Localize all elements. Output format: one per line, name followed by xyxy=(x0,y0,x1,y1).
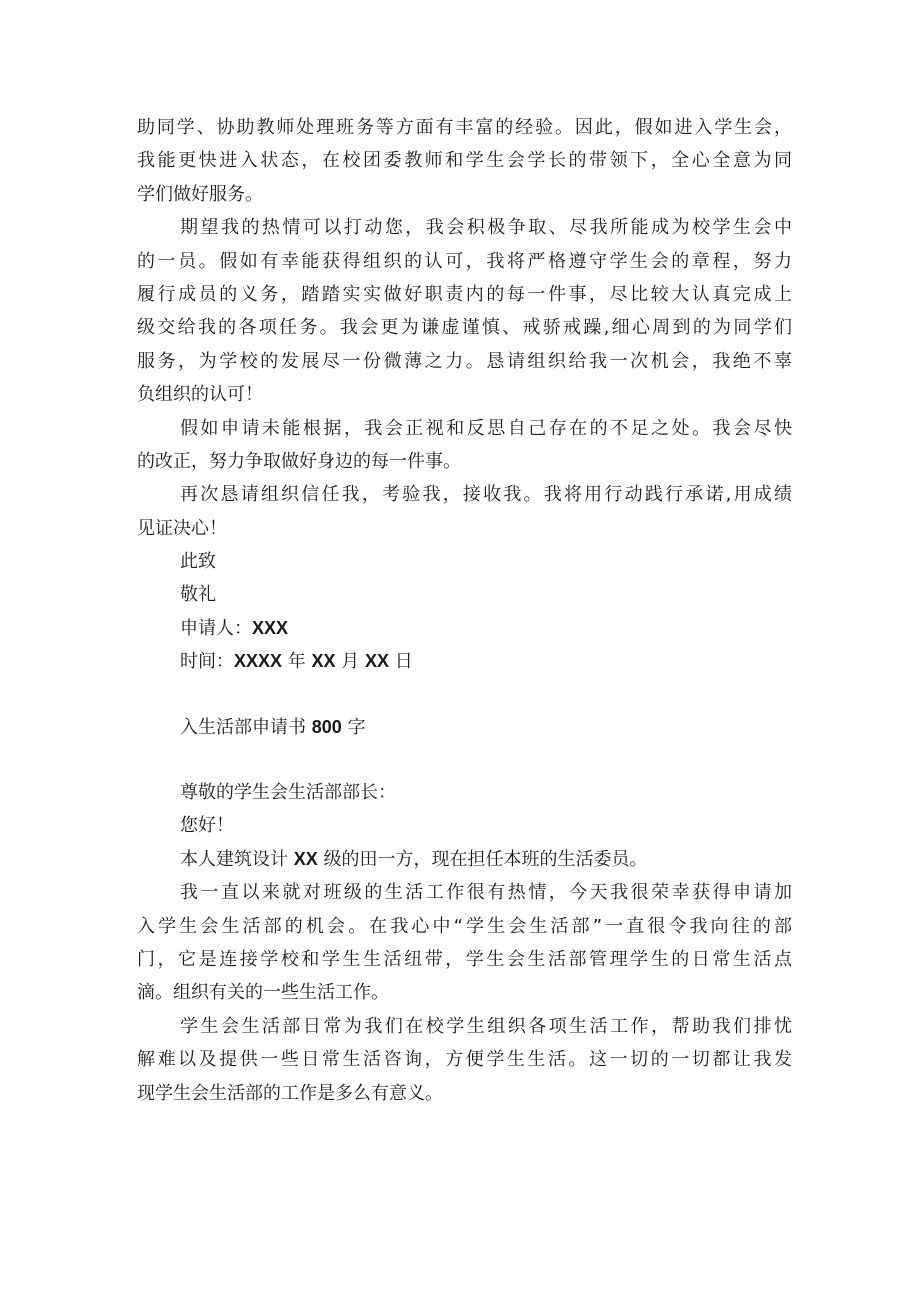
text-line: 期望我的热情可以打动您，我会积极争取、尽我所能成为校学生会中 xyxy=(180,217,792,239)
text-line: 负组织的认可！ xyxy=(137,384,263,406)
text-line: 解难以及提供一些日常生活咨询，方便学生生活。这一切的一切都让我发 xyxy=(137,1049,792,1071)
text-line: 我一直以来就对班级的生活工作很有热情，今天我很荣幸获得申请加 xyxy=(180,882,792,904)
spacer xyxy=(137,679,792,711)
letter-closing xyxy=(137,545,792,679)
paragraph-daily-work xyxy=(137,1010,792,1110)
intro-suffix: 级的田一方，现在担任本班的生活委员。 xyxy=(323,848,648,870)
date-line xyxy=(137,645,792,678)
text-line: 学生会生活部日常为我们在校学生组织各项生活工作，帮助我们排忧 xyxy=(180,1015,792,1037)
text-line: 履行成员的义务，踏踏实实做好职责内的每一件事，尽比较大认真完成上 xyxy=(137,283,792,305)
applicant-label: 申请人： xyxy=(180,617,252,639)
text-line: 学们做好服务。 xyxy=(137,183,263,205)
text-line: 入学生会生活部的机会。在我心中“学生会生活部”一直很令我向往的部 xyxy=(137,915,792,937)
text-line: 的一员。假如有幸能获得组织的认可，我将严格遵守学生会的章程，努力 xyxy=(137,250,792,272)
date-year-unit: 年 xyxy=(287,651,306,673)
applicant-name: XXX xyxy=(252,617,289,638)
spacer xyxy=(137,744,792,776)
text-line: 助同学、协助教师处理班务等方面有丰富的经验。因此，假如进入学生会， xyxy=(137,117,792,138)
greeting: 您好！ xyxy=(180,815,234,837)
date-day: XX xyxy=(364,651,389,672)
intro-grade: XX xyxy=(293,848,318,869)
text-line: 我能更快进入状态，在校团委教师和学生会学长的带领下，全心全意为同 xyxy=(137,150,792,172)
salutation: 尊敬的学生会生活部部长： xyxy=(180,782,396,804)
date-year: XXXX xyxy=(234,651,283,672)
text-line: 再次恳请组织信任我，考验我，接收我。我将用行动践行承诺,用成绩 xyxy=(180,484,792,506)
intro-line xyxy=(137,843,792,876)
paragraph-continuation xyxy=(137,111,792,211)
text-line: 服务，为学校的发展尽一份微薄之力。恳请组织给我一次机会，我绝不辜 xyxy=(137,350,792,372)
text-line: 现学生会生活部的工作是多么有意义。 xyxy=(137,1082,443,1104)
text-line: 的改正，努力争取做好身边的每一件事。 xyxy=(137,450,461,472)
date-label: 时间： xyxy=(180,651,234,673)
date-month-unit: 月 xyxy=(341,651,360,673)
paragraph-if-rejected xyxy=(137,412,792,479)
text-line: 滴。组织有关的一些生活工作。 xyxy=(137,982,389,1004)
text-line: 级交给我的各项任务。我会更为谦虚谨慎、戒骄戒躁,细心周到的为同学们 xyxy=(137,317,792,339)
document-body xyxy=(137,111,792,1110)
paragraph-trust xyxy=(137,478,792,545)
text-line: 假如申请未能根据，我会正视和反思自己存在的不足之处。我会尽快 xyxy=(180,417,792,439)
article-title xyxy=(137,711,792,744)
article-title-suffix: 字 xyxy=(347,716,366,738)
closing-ci-zhi: 此致 xyxy=(180,551,216,573)
text-line: 见证决心！ xyxy=(137,517,227,539)
article-title-number: 800 xyxy=(311,716,342,737)
paragraph-enthusiasm xyxy=(137,876,792,1010)
intro-prefix: 本人建筑设计 xyxy=(180,848,288,870)
date-day-unit: 日 xyxy=(394,651,413,673)
text-line: 门，它是连接学校和学生生活纽带，学生会生活部管理学生的日常生活点 xyxy=(137,948,792,970)
closing-jing-li: 敬礼 xyxy=(180,584,216,606)
article-title-prefix: 入生活部申请书 xyxy=(180,716,306,738)
applicant-line xyxy=(137,612,792,645)
date-month: XX xyxy=(311,651,336,672)
paragraph-hope xyxy=(137,211,792,411)
